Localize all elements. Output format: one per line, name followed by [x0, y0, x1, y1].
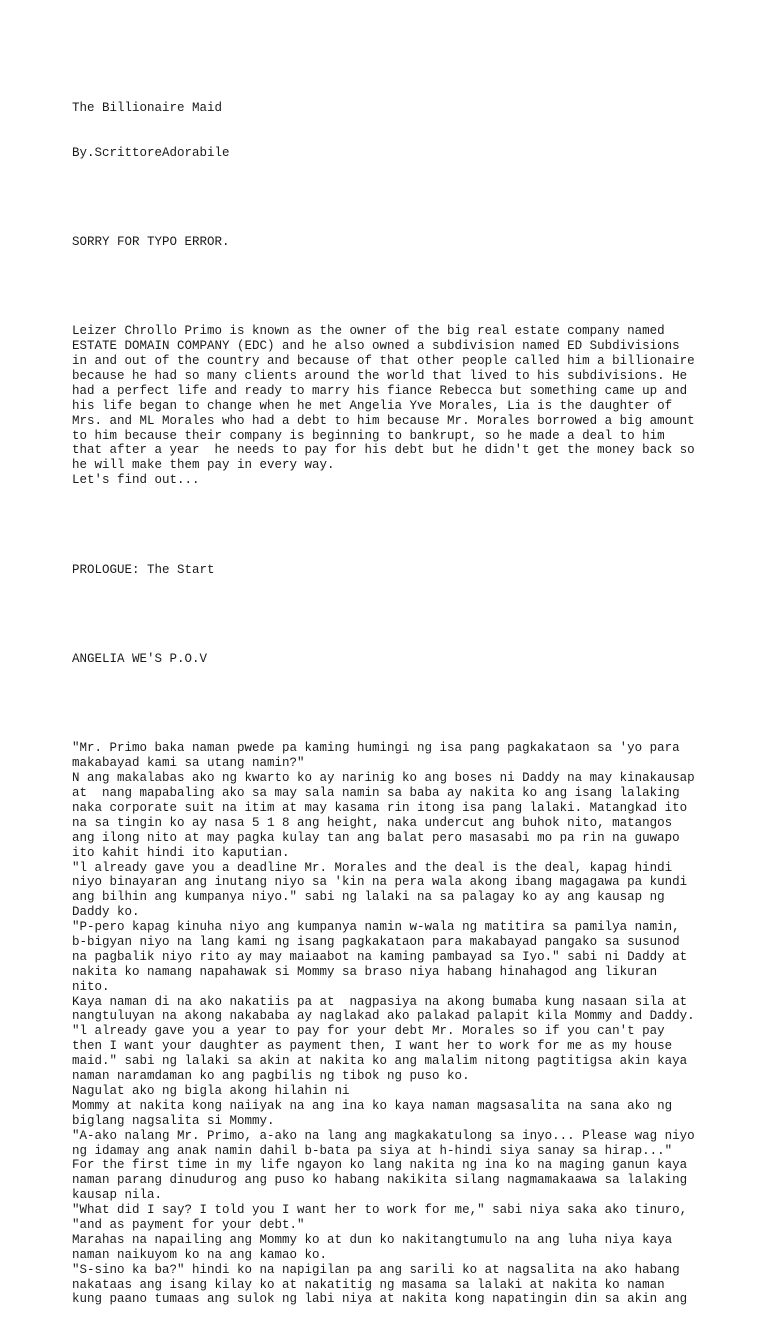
blank-line	[72, 697, 762, 712]
story-line: naman parang dinudurog ang puso ko habang nakikita silang nagmamakaawa sa lalaking	[72, 1173, 688, 1188]
synopsis-line: Leizer Chrollo Primo is known as the owner of the big real estate company named	[72, 324, 665, 339]
story-line: kausap nila.	[72, 1188, 163, 1203]
story-line: ng idamay ang anak namin dahil b-bata pa siya at h-hindi siya sanay sa hirap..."	[72, 1143, 673, 1158]
story-line: "S-sino ka ba?" hindi ko na napigilan pa ang sarili ko at nagsalita na ako habang	[72, 1262, 680, 1277]
story-line: Mommy at nakita kong naiiyak na ang ina ko kaya naman magsasalita na sana ako ng	[72, 1098, 673, 1113]
blank-line	[72, 190, 762, 205]
synopsis-line: he will make them pay in every way.	[72, 458, 335, 473]
story-line: na sa tingin ko ay nasa 5 1 8 ang height, naka undercut ang buhok nito, matangos	[72, 815, 673, 830]
story-line: na pagbalik niyo rito ay may maiaabot na kaming pambayad sa Iyo." sabi ni Daddy at	[72, 949, 688, 964]
story-line: b-bigyan niyo na lang kami ng isang pagkakataon para makabayad pangako sa susunod	[72, 935, 680, 950]
synopsis-line: his life began to change when he met Angelia Yve Morales, Lia is the daughter of	[72, 398, 673, 413]
story-line: Nagulat ako ng bigla akong hilahin ni	[72, 1083, 350, 1098]
synopsis-line: because he had so many clients around the world that lived to his subdivisions. He	[72, 369, 688, 383]
story-line: ang ilong nito at may pagka kulay tan ang balat pero masasabi mo pa rin na guwapo	[72, 830, 680, 845]
story-line: biglang nagsalita si Mommy.	[72, 1113, 275, 1128]
story-line: nangtuluyan na akong nakababa ay naglakad ako palakad palapit kila Mommy and Daddy.	[72, 1009, 695, 1024]
story-line: makabayad kami sa utang namin?"	[72, 756, 305, 771]
story-line: kung paano tumaas ang sulok ng labi niya at nakita kong napatingin din sa akin ang	[72, 1292, 688, 1307]
story-line: "What did I say? I told you I want her to work for me," sabi niya saka ako tinuro,	[72, 1203, 688, 1218]
document-title: The Billionaire Maid	[72, 100, 223, 115]
story-line: N ang makalabas ako ng kwarto ko ay narinig ko ang boses ni Daddy na may kinakausap	[72, 771, 695, 786]
document-page	[72, 71, 762, 1322]
synopsis-line: had a perfect life and ready to marry his fiance Rebecca but something came up and	[72, 383, 688, 398]
prologue-heading: PROLOGUE: The Start	[72, 562, 215, 577]
story-line: nito.	[72, 979, 110, 994]
story-line: then I want your daughter as payment then, I want her to work for me as my house	[72, 1039, 673, 1054]
story-line: naka corporate suit na itim at may kasama rin itong isa pang lalaki. Matangkad ito	[72, 801, 688, 816]
story-line: at nang mapabaling ako sa may sala namin sa baba ay nakita ko ang isang lalaking	[72, 786, 680, 801]
story-line: "A-ako nalang Mr. Primo, a-ako na lang ang magkakatulong sa inyo... Please wag niyo	[72, 1128, 695, 1143]
synopsis-line: that after a year he needs to pay for his debt but he didn't get the money back so	[72, 443, 695, 458]
story-line: "l already gave you a deadline Mr. Morales and the deal is the deal, kapag hindi	[72, 860, 673, 875]
document-author: By.ScrittoreAdorabile	[72, 145, 230, 160]
story-line: naman naikuyom ko na ang kamao ko.	[72, 1247, 328, 1262]
synopsis-paragraph	[72, 324, 762, 488]
story-line: naman naramdaman ko ang pagbilis ng tibok ng puso ko.	[72, 1069, 470, 1084]
story-line: Kaya naman di na ako nakatiis pa at nagpasiya na akong bumaba kung nasaan sila at	[72, 994, 688, 1009]
story-line: For the first time in my life ngayon ko lang nakita ng ina ko na maging ganun kaya	[72, 1158, 688, 1173]
story-line: nakataas ang isang kilay ko at nakatitig ng masama sa lalaki at nakita ko naman	[72, 1277, 665, 1292]
story-line: "Mr. Primo baka naman pwede pa kaming humingi ng isa pang pagkakataon sa 'yo para	[72, 741, 680, 756]
synopsis-line: to him because their company is beginning to bankrupt, so he made a deal to him	[72, 428, 665, 443]
story-line: "l already gave you a year to pay for your debt Mr. Morales so if you can't pay	[72, 1024, 665, 1039]
blank-line	[72, 607, 762, 622]
story-body	[72, 741, 762, 1307]
story-line: nakita ko namang napahawak si Mommy sa braso niya habang hinahagod ang likuran	[72, 964, 658, 979]
synopsis-line: Mrs. and ML Morales who had a debt to him because Mr. Morales borrowed a big amount	[72, 413, 695, 428]
story-line: ang bilhin ang kumpanya niyo." sabi ng lalaki na sa palagay ko ay ang kausap ng	[72, 890, 665, 905]
story-line: maid." sabi ng lalaki sa akin at nakita ko ang malalim nitong pagtitigsa akin kaya	[72, 1054, 688, 1069]
story-line: Daddy ko.	[72, 905, 140, 920]
synopsis-line: Let's find out...	[72, 473, 200, 488]
typo-notice: SORRY FOR TYPO ERROR.	[72, 234, 230, 249]
story-line: "and as payment for your debt."	[72, 1217, 305, 1232]
synopsis-line: in and out of the country and because of that other people called him a billionaire	[72, 354, 695, 369]
story-line: niyo binayaran ang inutang niyo sa 'kin na pera wala akong ibang magagawa pa kundi	[72, 875, 688, 890]
blank-line	[72, 280, 762, 295]
pov-heading: ANGELIA WE'S P.O.V	[72, 652, 208, 667]
story-line: ito kahit hindi ito kaputian.	[72, 845, 290, 860]
blank-line	[72, 518, 762, 533]
synopsis-line: ESTATE DOMAIN COMPANY (EDC) and he also owned a subdivision named ED Subdivisions	[72, 339, 680, 354]
story-line: Marahas na napailing ang Mommy ko at dun ko nakitangtumulo na ang luha niya kaya	[72, 1232, 673, 1247]
story-line: "P-pero kapag kinuha niyo ang kumpanya namin w-wala ng matitira sa pamilya namin,	[72, 920, 680, 935]
